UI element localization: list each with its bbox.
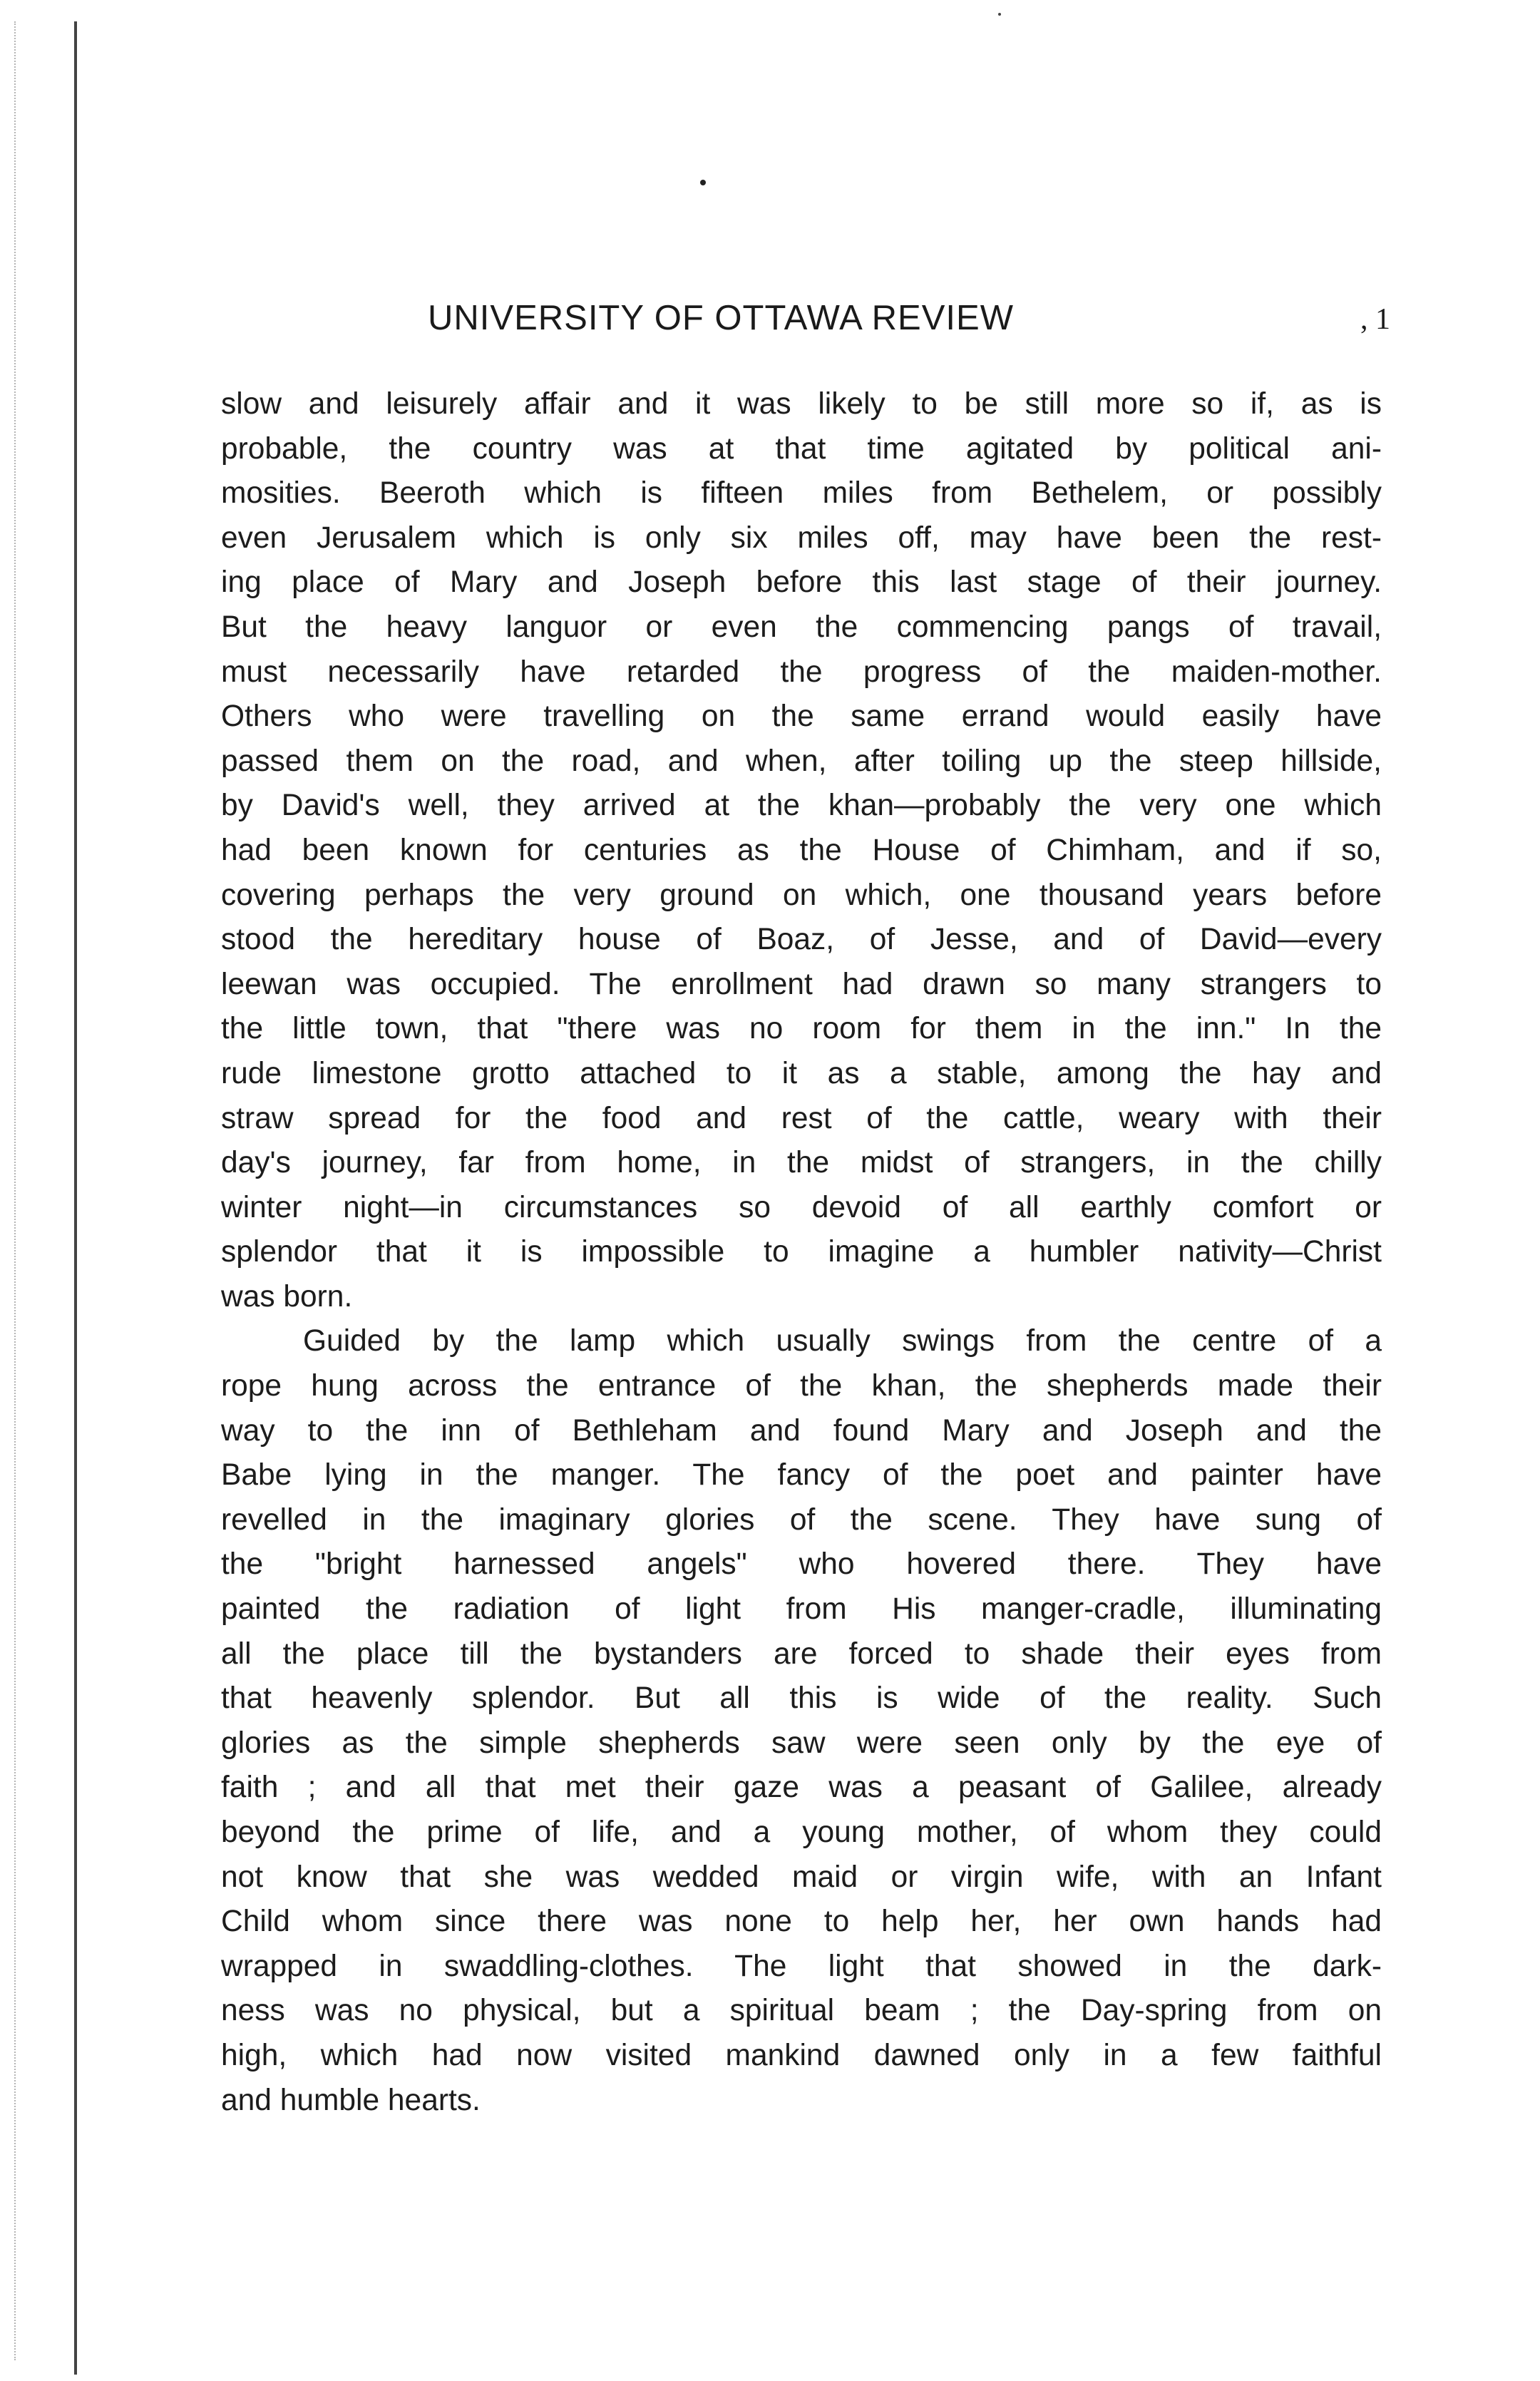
text-line: rude limestone grotto attached to it as a stable, among the hay and bbox=[221, 1056, 1382, 1090]
text-line: day's journey, far from home, in the midst of strangers, in the chilly bbox=[221, 1146, 1382, 1180]
ink-speck bbox=[700, 180, 706, 185]
text-line: high, which had now visited mankind dawned only in a few faithful bbox=[221, 2038, 1382, 2072]
text-line: not know that she was wedded maid or virgin wife, with an Infant bbox=[221, 1860, 1382, 1894]
text-line: revelled in the imaginary glories of the scene. They have sung of bbox=[221, 1502, 1382, 1537]
text-line: must necessarily have retarded the progress of the maiden-mother. bbox=[221, 655, 1382, 689]
text-line: winter night—in circumstances so devoid of all earthly comfort or bbox=[221, 1190, 1382, 1224]
text-line: faith ; and all that met their gaze was a peasant of Galilee, already bbox=[221, 1771, 1382, 1805]
text-line: the "bright harnessed angels" who hovered there. They have bbox=[221, 1547, 1382, 1582]
text-line: way to the inn of Bethleham and found Mary and Joseph and the bbox=[221, 1413, 1382, 1448]
journal-title: UNIVERSITY OF OTTAWA REVIEW bbox=[428, 299, 1014, 337]
text-line: by David's well, they arrived at the khan—probably the very one which bbox=[221, 789, 1382, 823]
text-line: leewan was occupied. The enrollment had drawn so many strangers to bbox=[221, 967, 1382, 1001]
text-line: was born. bbox=[221, 1279, 353, 1314]
text-line: Babe lying in the manger. The fancy of the poet and painter have bbox=[221, 1458, 1382, 1492]
text-line: ing place of Mary and Joseph before this last stage of their journey. bbox=[221, 565, 1382, 600]
page-number: , 1 bbox=[1360, 303, 1390, 336]
text-line: Guided by the lamp which usually swings from the centre of a bbox=[303, 1324, 1382, 1358]
text-line: painted the radiation of light from His manger-cradle, illuminating bbox=[221, 1592, 1382, 1627]
body-text bbox=[221, 382, 1382, 2123]
text-line: covering perhaps the very ground on which, one thousand years before bbox=[221, 878, 1382, 912]
text-line: slow and leisurely affair and it was likely to be still more so if, as is bbox=[221, 387, 1382, 421]
paragraph bbox=[221, 382, 1382, 1319]
text-line: mosities. Beeroth which is fifteen miles from Bethelem, or possibly bbox=[221, 476, 1382, 511]
text-line: stood the hereditary house of Boaz, of Jesse, and of David—every bbox=[221, 923, 1382, 957]
text-line: wrapped in swaddling-clothes. The light that showed in the dark- bbox=[221, 1949, 1382, 1983]
text-line: ness was no physical, but a spiritual beam ; the Day-spring from on bbox=[221, 1994, 1382, 2028]
text-line: Others who were travelling on the same errand would easily have bbox=[221, 700, 1382, 734]
text-line: and humble hearts. bbox=[221, 2083, 481, 2117]
binding-shadow bbox=[14, 21, 16, 2360]
binding-edge bbox=[74, 21, 77, 2375]
text-line: even Jerusalem which is only six miles off, may have been the rest- bbox=[221, 521, 1382, 555]
text-line: all the place till the bystanders are forced to shade their eyes from bbox=[221, 1637, 1382, 1671]
text-line: splendor that it is impossible to imagine a humbler nativity—Christ bbox=[221, 1235, 1382, 1269]
ink-speck bbox=[998, 13, 1001, 16]
text-line: But the heavy languor or even the commencing pangs of travail, bbox=[221, 610, 1382, 644]
text-line: the little town, that "there was no room for them in the inn." In the bbox=[221, 1012, 1382, 1046]
text-line: had been known for centuries as the House of Chimham, and if so, bbox=[221, 833, 1382, 867]
text-line: glories as the simple shepherds saw were seen only by the eye of bbox=[221, 1726, 1382, 1760]
text-line: straw spread for the food and rest of the cattle, weary with their bbox=[221, 1101, 1382, 1135]
text-line: that heavenly splendor. But all this is wide of the reality. Such bbox=[221, 1681, 1382, 1716]
text-line: beyond the prime of life, and a young mother, of whom they could bbox=[221, 1816, 1382, 1849]
text-line: Child whom since there was none to help her, her own hands had bbox=[221, 1905, 1382, 1939]
text-line: rope hung across the entrance of the khan, the shepherds made their bbox=[221, 1369, 1382, 1403]
paragraph bbox=[221, 1319, 1382, 2123]
running-head bbox=[221, 298, 1390, 341]
text-line: probable, the country was at that time agitated by political ani- bbox=[221, 431, 1382, 466]
text-line: passed them on the road, and when, after toiling up the steep hillside, bbox=[221, 744, 1382, 778]
